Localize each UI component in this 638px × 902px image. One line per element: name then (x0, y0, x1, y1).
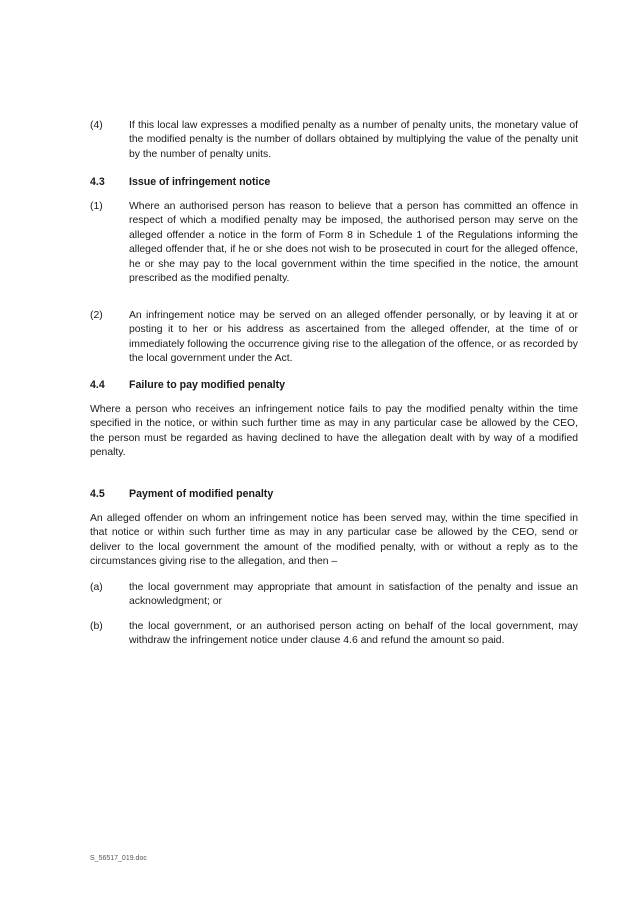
section-4-4-body: Where a person who receives an infringement notice fails to pay the modified penalty within the time specified in the notice, or within such further time as may in any particular case be allowed by the CEO, the person must be regarded as having declined to have the allegation dealt with by way of a modified penalty. (90, 404, 578, 459)
item-number-4: (4) (90, 120, 103, 131)
section-title-4-4: Failure to pay modified penalty (129, 379, 285, 391)
item-4-3-2-text: An infringement notice may be served on an alleged offender personally, or by leaving it at or posting it to her or his address as ascertained from the alleged offender, at the time of or immediately following the occurrence giving rise to the allegation of the offence, or as recorded by the local government under the Act. (129, 310, 578, 365)
item-number-4-5-a: (a) (90, 582, 103, 593)
item-number-4-3-1: (1) (90, 201, 103, 212)
item-number-4-5-b: (b) (90, 621, 103, 632)
footer-document-reference: S_56517_019.doc (90, 855, 147, 862)
item-4-5-b-text: the local government, or an authorised person acting on behalf of the local government, may withdraw the infringement notice under clause 4.6 and refund the amount so paid. (129, 621, 578, 647)
section-title-4-5: Payment of modified penalty (129, 488, 274, 500)
section-number-4-3: 4.3 (90, 176, 105, 188)
item-number-4-3-2: (2) (90, 310, 103, 321)
section-4-5-body: An alleged offender on whom an infringement notice has been served may, within the time specified in that notice or within such further time as may in any particular case be allowed by the CEO, send or deliver to the local government the amount of the modified penalty, with or without a reply as to the circumstances giving rise to the allegation, and then – (90, 513, 578, 568)
item-4-5-a-text: the local government may appropriate that amount in satisfaction of the penalty and issue an acknowledgment; or (129, 582, 578, 608)
item-4-3-1-text: Where an authorised person has reason to believe that a person has committed an offence in respect of which a modified penalty may be imposed, the authorised person may serve on the alleged offender a notice in the form of Form 8 in Schedule 1 of the Regulations informing the alleged offender that, if he or she does not wish to be prosecuted in court for the alleged offence, he or she may pay to the local government within the time specified in the notice, the amount prescribed as the modified penalty. (129, 201, 578, 285)
section-number-4-5: 4.5 (90, 488, 105, 500)
section-title-4-3: Issue of infringement notice (129, 176, 271, 188)
item-4-text: If this local law expresses a modified penalty as a number of penalty units, the monetary value of the modified penalty is the number of dollars obtained by multiplying the value of the penalty unit by the number of penalty units. (129, 120, 578, 160)
section-number-4-4: 4.4 (90, 379, 105, 391)
